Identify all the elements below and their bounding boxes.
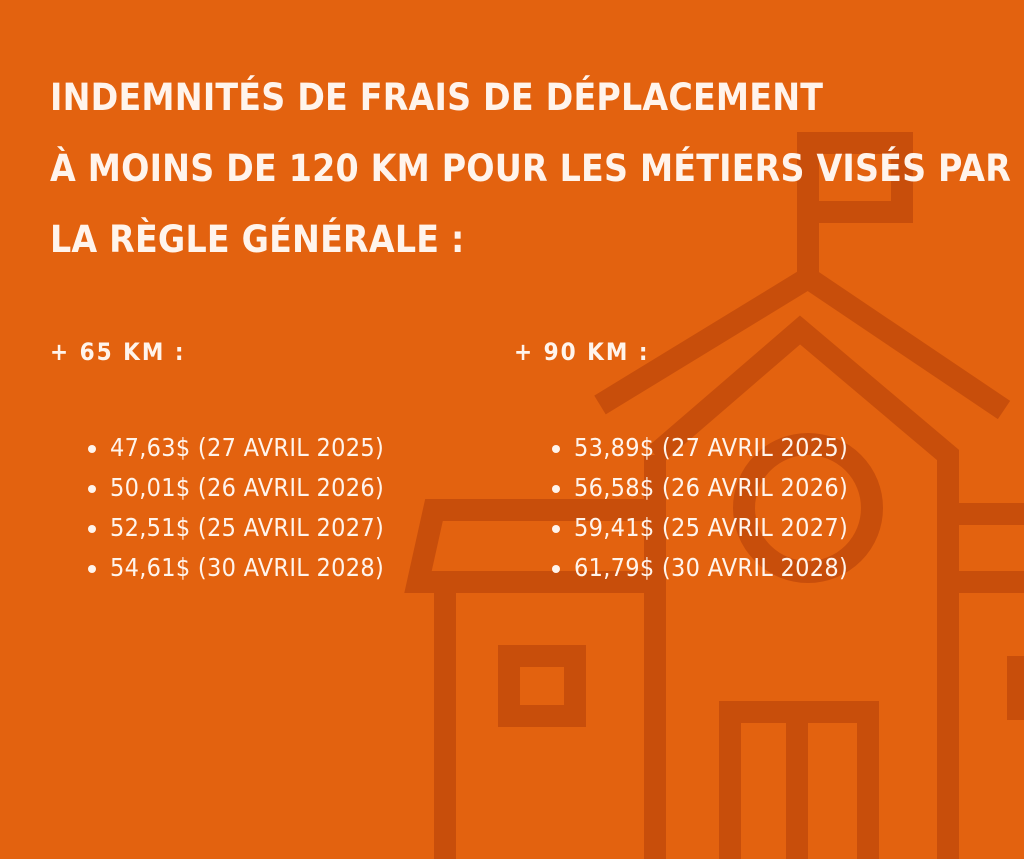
rate-item: • 47,63$ (27 AVRIL 2025) xyxy=(110,428,384,468)
rate-list xyxy=(50,428,384,588)
rate-item: • 56,58$ (26 AVRIL 2026) xyxy=(574,468,848,508)
rate-item: • 53,89$ (27 AVRIL 2025) xyxy=(574,428,848,468)
rate-item: • 59,41$ (25 AVRIL 2027) xyxy=(574,508,848,548)
column-90km xyxy=(514,334,848,588)
column-65km xyxy=(50,334,384,588)
rate-item: • 54,61$ (30 AVRIL 2028) xyxy=(110,548,384,588)
rate-item: • 52,51$ (25 AVRIL 2027) xyxy=(110,508,384,548)
title-line: À MOINS DE 120 KM POUR LES MÉTIERS VISÉS PAR xyxy=(50,147,1012,190)
column-heading: + 65 KM : xyxy=(50,338,186,366)
title-line: LA RÈGLE GÉNÉRALE : xyxy=(50,218,465,261)
rate-list xyxy=(514,428,848,588)
column-heading: + 90 KM : xyxy=(514,338,650,366)
rate-item: • 61,79$ (30 AVRIL 2028) xyxy=(574,548,848,588)
page-title xyxy=(50,62,1011,275)
rate-item: • 50,01$ (26 AVRIL 2026) xyxy=(110,468,384,508)
title-line: INDEMNITÉS DE FRAIS DE DÉPLACEMENT xyxy=(50,76,824,119)
